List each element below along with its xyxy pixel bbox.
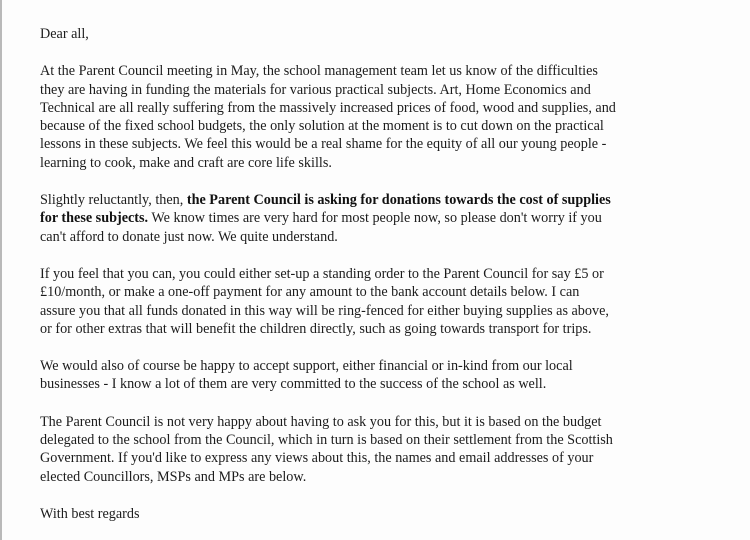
text-line: We would also of course be happy to accept support, either financial or in-kind from our local xyxy=(40,358,573,375)
text-line: If you feel that you can, you could either set-up a standing order to the Parent Council for say £5 or xyxy=(40,265,604,282)
text-line: Technical are all really suffering from the massively increased prices of food, wood and supplies, and xyxy=(40,99,616,116)
salutation-text: Dear all, xyxy=(40,26,89,42)
letter-body xyxy=(40,25,730,540)
text-line: £10/month, or make a one-off payment for any amount to the bank account details below. I can xyxy=(40,284,580,301)
text-line: assure you that all funds donated in this way will be ring-fenced for either buying supplies as above, xyxy=(40,302,609,319)
text-line: because of the fixed school budgets, the only solution at the moment is to cut down on the practical xyxy=(40,118,604,135)
closing-text: With best regards xyxy=(40,505,140,522)
text-line: learning to cook, make and craft are core life skills. xyxy=(40,154,332,171)
page-edge-divider xyxy=(0,0,2,540)
text-line: Government. If you'd like to express any views about this, the names and email addresses of your xyxy=(40,450,594,467)
text-line: lessons in these subjects. We feel this would be a real shame for the equity of all our young people - xyxy=(40,136,607,153)
text-line: can't afford to donate just now. We quite understand. xyxy=(40,228,338,245)
text-line: or for other extras that will benefit the children directly, such as going towards transport for trips. xyxy=(40,320,592,337)
paragraph-funding-difficulties xyxy=(40,62,730,172)
paragraph-business-support xyxy=(40,357,730,394)
text-line: elected Councillors, MSPs and MPs are below. xyxy=(40,468,307,485)
text-line: they are having in funding the materials for various practical subjects. Art, Home Economics and xyxy=(40,81,591,98)
text-line: businesses - I know a lot of them are very committed to the success of the school as well. xyxy=(40,376,547,393)
text-line: At the Parent Council meeting in May, the school management team let us know of the difficulties xyxy=(40,63,598,80)
paragraph-donation-request xyxy=(40,191,730,246)
salutation xyxy=(40,25,730,43)
paragraph-budget-context xyxy=(40,413,730,486)
text-line: The Parent Council is not very happy about having to ask you for this, but it is based on the budget xyxy=(40,413,602,430)
text-line: delegated to the school from the Council, which in turn is based on their settlement from the Scottish xyxy=(40,432,613,449)
closing xyxy=(40,505,730,523)
paragraph-payment-options xyxy=(40,265,730,338)
donation-request-emphasis-continued: for these subjects. xyxy=(40,210,149,227)
text-line-rest: We know times are very hard for most people now, so please don't worry if you xyxy=(148,210,602,227)
text-line-start: Slightly reluctantly, then, xyxy=(40,192,187,209)
donation-request-emphasis: the Parent Council is asking for donations towards the cost of supplies xyxy=(186,192,611,209)
